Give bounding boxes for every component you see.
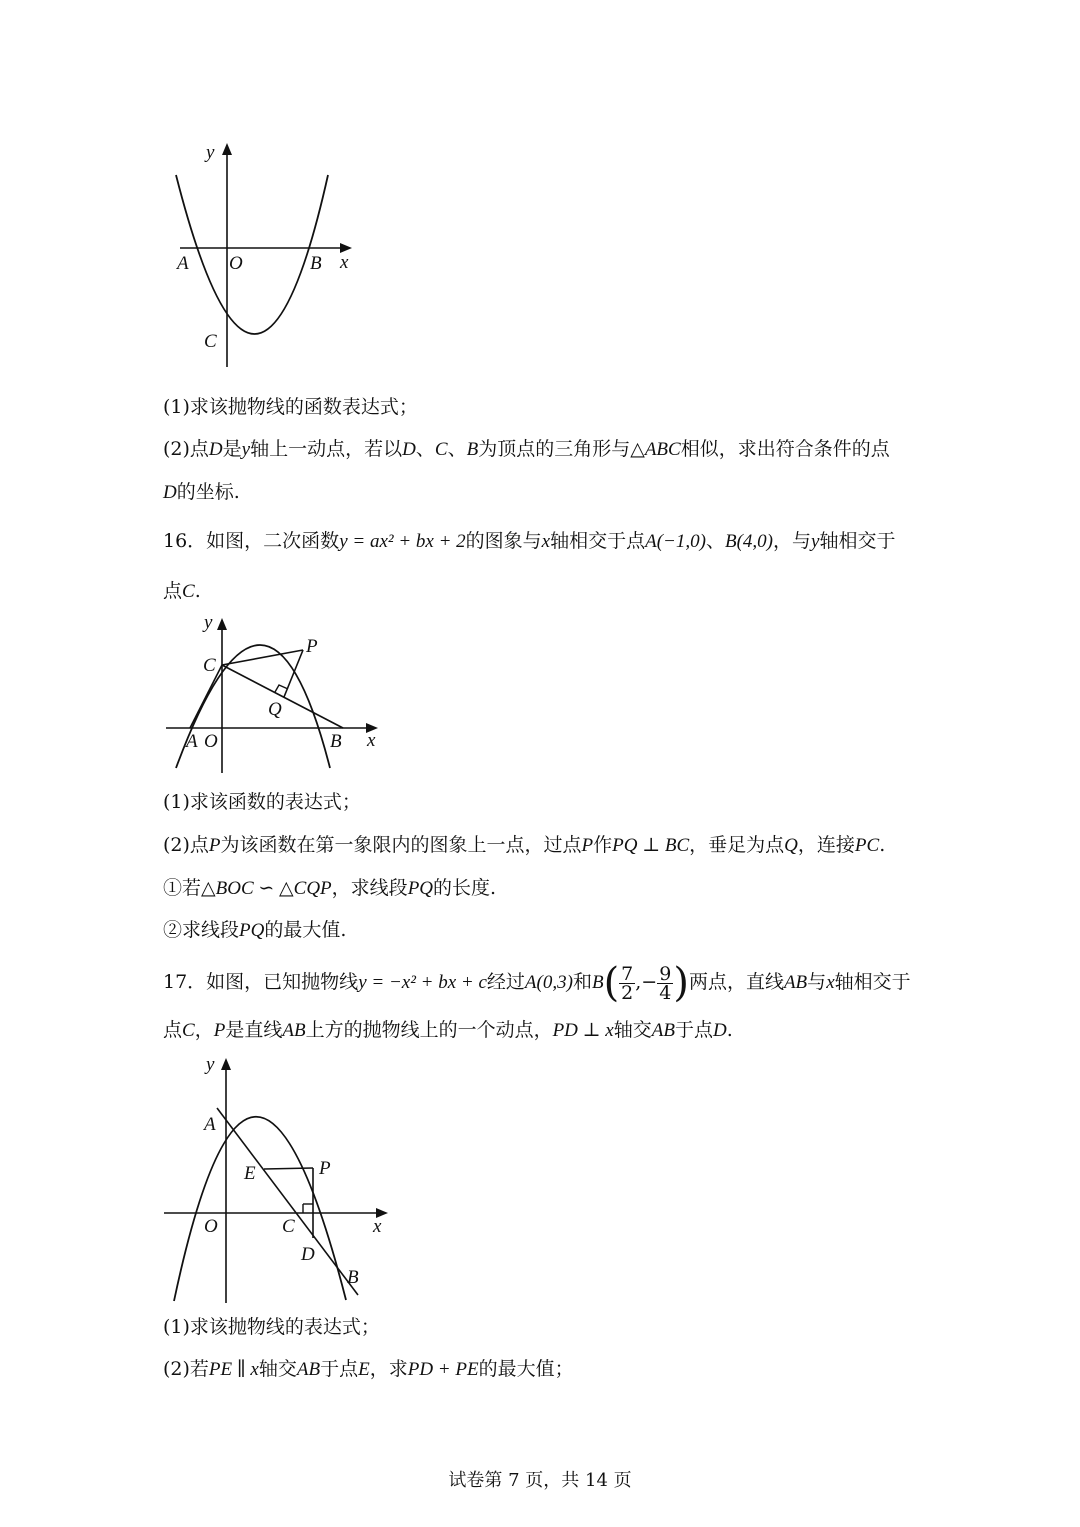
q16-perpendicular: PQ ⊥ BC [612, 835, 690, 856]
q15-D: D [402, 439, 416, 460]
q16-similarity: △BOC ∽ △CQP [201, 878, 332, 899]
segment-PQ [284, 650, 303, 697]
q17-den: 4 [659, 981, 672, 1004]
y-axis-arrow [221, 1058, 231, 1070]
q17-den: 2 [621, 981, 634, 1004]
parabola-figure-3 [160, 1048, 400, 1308]
q15-text: 为顶点的三角形与 [478, 438, 631, 460]
label-A: A [204, 1114, 216, 1135]
label-B: B [310, 253, 322, 274]
q17-part1: (1)求该抛物线的表达式； [163, 1316, 380, 1338]
q17-text: 于点 [674, 1019, 713, 1041]
q17-text: 的最大值； [478, 1358, 574, 1380]
q17-stem-line1 [163, 960, 911, 1006]
label-P: P [306, 636, 318, 657]
q17-text: 轴相交于 [834, 971, 911, 993]
q17-parallel: PE ∥ x [208, 1359, 259, 1380]
q16-text: 的最大值. [264, 919, 347, 941]
q17-text: 两点，直线 [688, 971, 784, 993]
label-O: O [229, 253, 243, 274]
q15-D: D [208, 439, 223, 460]
q17-AB: AB [783, 972, 808, 993]
q17-text: 17．如图，已知抛物线 [163, 971, 359, 993]
q16-P: P [208, 835, 221, 856]
q16-C: C [182, 581, 195, 602]
parabola-figure-1 [160, 135, 380, 380]
y-axis-arrow [222, 143, 232, 155]
q17-text: 上方的抛物线上的一个动点， [305, 1019, 553, 1041]
q17-E: E [358, 1359, 370, 1380]
q16-text: ，求线段 [331, 877, 408, 899]
label-D: D [301, 1244, 315, 1265]
q16-stem-line1 [163, 529, 895, 554]
q17-text: ， [194, 1019, 214, 1041]
q17-text: 经过 [486, 971, 525, 993]
q16-text: ，连接 [797, 834, 855, 856]
label-E: E [244, 1163, 256, 1184]
q17-C: C [182, 1020, 195, 1041]
q16-text: ，垂足为点 [689, 834, 785, 856]
parabola-curve [176, 175, 328, 334]
label-B: B [330, 731, 342, 752]
label-B: B [347, 1267, 359, 1288]
q17-text: 和 [572, 971, 592, 993]
q16-point-A: A(−1,0) [645, 531, 706, 552]
q16-subpart-2 [163, 918, 346, 943]
label-Q: Q [268, 699, 282, 720]
q16-subpart-1 [163, 876, 496, 901]
q16-text: 16．如图，二次函数 [163, 530, 340, 552]
segment-CB [222, 665, 343, 728]
label-y: y [206, 1054, 215, 1075]
q16-text: 的图象与 [465, 530, 542, 552]
q16-y: y [811, 531, 820, 552]
q17-perpendicular: PD ⊥ x [552, 1020, 614, 1041]
q15-part2-line2 [163, 480, 240, 505]
q16-stem-line2 [163, 579, 201, 604]
q16-text: . [194, 580, 201, 602]
label-C: C [282, 1216, 295, 1237]
q17-fraction-y [657, 962, 673, 1004]
q17-text: 于点 [320, 1358, 359, 1380]
q17-text: 轴交 [613, 1019, 652, 1041]
label-P: P [319, 1158, 331, 1179]
q15-text: 的坐标. [176, 481, 240, 503]
q16-text: (2)点 [163, 834, 209, 856]
parabola-figure-2 [160, 608, 390, 778]
page-footer: 试卷第 7 页，共 14 页 [448, 1470, 632, 1491]
q16-x: x [541, 531, 551, 552]
q16-text: ①若 [163, 877, 202, 899]
label-A: A [186, 731, 198, 752]
q17-x: x [826, 972, 835, 993]
q17-num: 7 [621, 962, 634, 985]
label-x: x [340, 252, 349, 273]
q17-num: 9 [659, 962, 672, 985]
q16-PQ: PQ [239, 920, 265, 941]
segment-PE [264, 1168, 313, 1169]
label-y: y [206, 142, 215, 163]
q15-text: 轴上一动点，若以 [250, 438, 403, 460]
q15-part1: (1)求该抛物线的函数表达式； [163, 396, 418, 418]
q16-point-B: B(4,0) [724, 531, 773, 552]
q17-text: . [726, 1019, 733, 1041]
q17-sum: PD + PE [407, 1359, 479, 1380]
q16-PQ: PQ [407, 878, 434, 899]
q16-text: 轴相交于 [819, 530, 896, 552]
q16-text: 点 [163, 580, 183, 602]
q16-text: ②求线段 [163, 919, 240, 941]
q17-text: (2)若 [163, 1358, 209, 1380]
q17-left-paren: ( [603, 960, 620, 1006]
parabola-curve [174, 1117, 346, 1301]
q17-text: 与 [807, 971, 827, 993]
y-axis-arrow [217, 618, 227, 630]
q15-D: D [163, 482, 177, 503]
q17-AB: AB [651, 1020, 675, 1041]
q16-text: . [879, 834, 886, 856]
label-x: x [367, 730, 376, 751]
q15-text: (2)点 [163, 438, 209, 460]
q16-text: 轴相交于点 [550, 530, 646, 552]
q17-text: ，求 [369, 1358, 408, 1380]
q17-part2 [163, 1357, 574, 1382]
q17-text: 轴交 [258, 1358, 297, 1380]
q16-expression: y = ax² + bx + 2 [339, 531, 466, 552]
q16-part2 [163, 833, 885, 858]
q17-AB: AB [296, 1359, 321, 1380]
label-C: C [203, 655, 216, 676]
label-A: A [177, 253, 189, 274]
q17-comma: ,− [635, 971, 658, 993]
q15-y: y [241, 439, 251, 460]
label-O: O [204, 1216, 218, 1237]
q17-stem-line2 [163, 1018, 733, 1043]
line-AB [217, 1108, 358, 1295]
q16-Q: Q [784, 835, 798, 856]
q17-AB: AB [282, 1020, 306, 1041]
parabola-curve [176, 645, 330, 768]
q15-part2-line1 [163, 437, 890, 462]
q17-expression: y = −x² + bx + c [358, 972, 487, 993]
q15-C: C [434, 439, 448, 460]
q16-part1: (1)求该函数的表达式； [163, 791, 361, 813]
q17-point-B: B [591, 972, 604, 993]
q16-text: 作 [593, 834, 613, 856]
q16-text: ，与 [773, 530, 812, 552]
q17-text: 点 [163, 1019, 183, 1041]
q17-right-paren: ) [673, 960, 689, 1006]
label-C: C [204, 331, 217, 352]
q16-PC: PC [854, 835, 880, 856]
q15-text: 是 [222, 438, 242, 460]
q15-triangle: △ABC [630, 439, 681, 460]
q17-D: D [712, 1020, 727, 1041]
q16-text: 的长度. [433, 877, 497, 899]
q15-text: 、 [447, 438, 467, 460]
q17-text: 是直线 [225, 1019, 283, 1041]
q16-text: 、 [705, 530, 725, 552]
label-O: O [204, 731, 218, 752]
q15-B: B [466, 439, 479, 460]
label-y: y [204, 612, 213, 633]
q17-P: P [213, 1020, 226, 1041]
q17-point-A: A(0,3) [524, 972, 573, 993]
q17-fraction-x [619, 962, 635, 1004]
q15-text: 、 [415, 438, 435, 460]
label-x: x [373, 1216, 382, 1237]
q16-text: 为该函数在第一象限内的图象上一点，过点 [220, 834, 582, 856]
q15-text: 相似，求出符合条件的点 [680, 438, 890, 460]
q16-P: P [581, 835, 594, 856]
